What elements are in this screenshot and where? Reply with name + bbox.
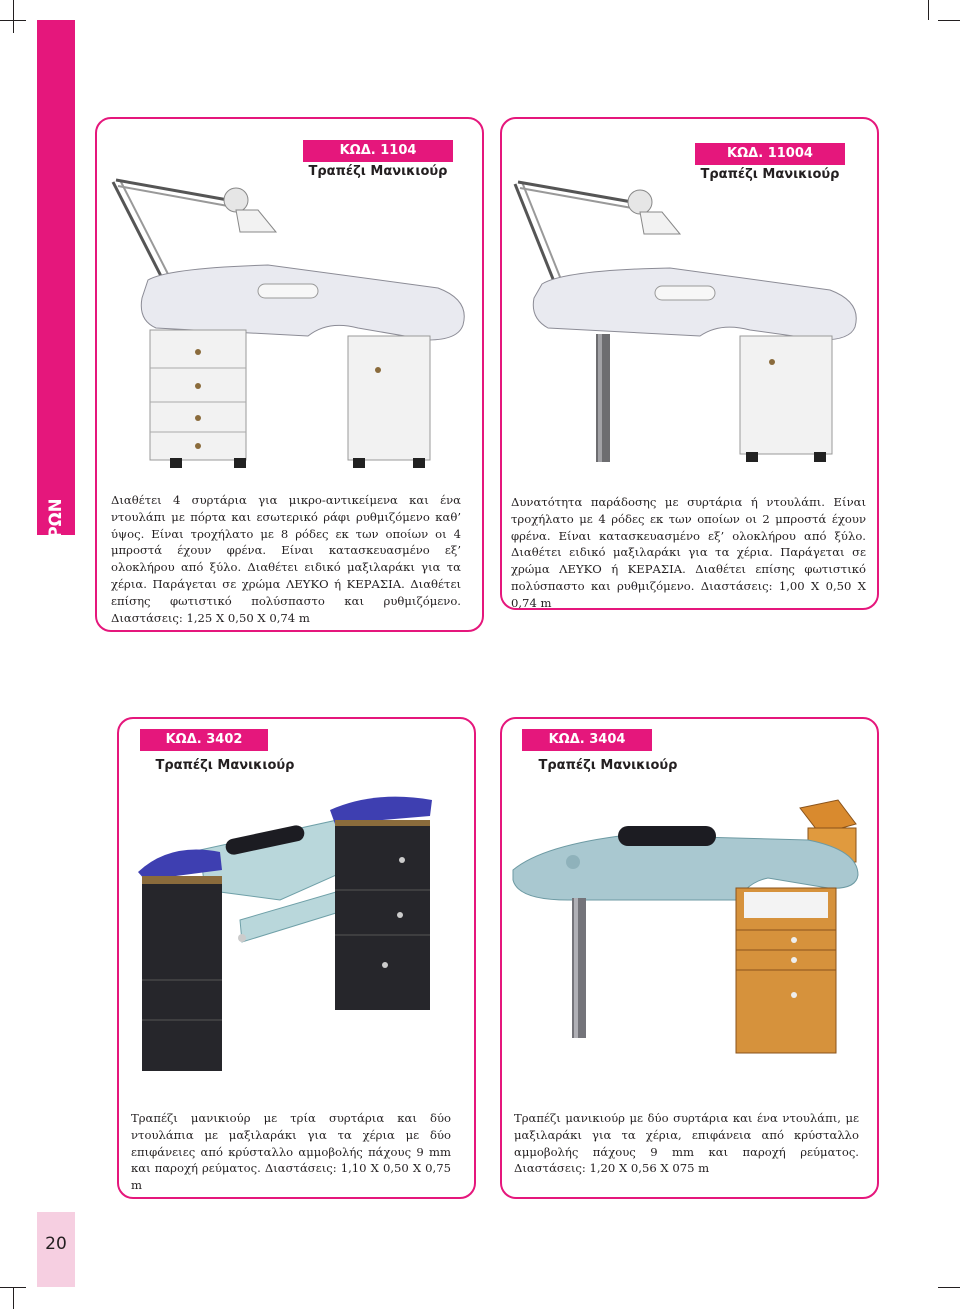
- product-photo: [108, 170, 473, 475]
- product-photo: [508, 790, 868, 1060]
- product-code-badge: ΚΩΔ. 3402: [140, 729, 268, 751]
- crop-mark: [938, 1287, 960, 1288]
- crop-mark: [0, 1287, 26, 1288]
- product-description: Τραπέζι μανικιούρ με δύο συρτάρια και ένα ντουλάπι, με μαξιλαράκι για τα χέρια, επιφάνεια από κρύσταλλο αμμοβολής πάχους 9 mm και παροχή ρεύματος. Διαστάσεις: 1,20 Χ 0,56 Χ 075 m: [514, 1111, 859, 1176]
- crop-mark: [938, 20, 960, 21]
- product-code-badge: ΚΩΔ. 1104: [303, 140, 453, 162]
- product-description: Διαθέτει 4 συρτάρια για μικρο-αντικείμενα και ένα ντουλάπι με πόρτα και εσωτερικό ράφι ρυθμιζόμενο καθ’ ύψος. Είναι τροχήλατο με 8 ρόδες εκ των οποίων οι 4 μπροστά έχουν φρένα. Είναι κατασκευασμένο εξ’ ολοκλήρου από ξύλο. Διαθέτει ειδικό μαξιλαράκι για τα χέρια. Παράγεται σε χρώμα ΛΕΥΚΟ ή ΚΕΡΑΣΙΑ. Διαθέτει επίσης φωτιστικό πολύσπαστο και ρυθμιζόμενο. Διαστάσεις: 1,25 Χ 0,50 Χ 0,74 m: [111, 493, 461, 625]
- crop-mark: [13, 0, 14, 33]
- crop-mark: [928, 0, 929, 20]
- crop-mark: [0, 20, 26, 21]
- desk-lamp-icon: [113, 180, 276, 280]
- crop-mark: [13, 1288, 14, 1309]
- product-title: Τραπέζι Μανικιούρ: [538, 758, 678, 773]
- product-title: Τραπέζι Μανικιούρ: [308, 164, 448, 179]
- category-title: ΜΑΝΙΚΙΟΥΡ - ΠΕΝΤΙΚΙΟΥΡ & ΕΙΔΗ ΠΕΡΙΠΟΙΗΣΗΣ ΑΚΡΩΝ: [46, 498, 65, 1011]
- product-title: Τραπέζι Μανικιούρ: [155, 758, 295, 773]
- page-number-box: [37, 1212, 75, 1287]
- page-number: 20: [45, 1234, 67, 1254]
- product-photo: [510, 172, 865, 472]
- product-code-badge: ΚΩΔ. 3404: [522, 729, 652, 751]
- product-description: Δυνατότητα παράδοσης με συρτάρια ή ντουλάπι. Είναι τροχήλατο με 4 ρόδες εκ των οποίων οι 2 μπροστά έχουν φρένα. Είναι κατασκευασμένο εξ’ ολοκλήρου από ξύλο. Διαθέτει ειδικό μαξιλαράκι για τα χέρια. Παράγεται σε χρώμα ΛΕΥΚΟ ή ΚΕΡΑΣΙΑ. Διαθέτει επίσης φωτιστικό πολύσπαστο και ρυθμιζόμενο. Διαστάσεις: 1,00 Χ 0,50 Χ 0,74 m: [511, 495, 866, 610]
- category-sidebar: [37, 20, 75, 1011]
- product-description: Τραπέζι μανικιούρ με τρία συρτάρια και δύο ντουλάπια με μαξιλαράκι για τα χέρια με δύο επιφάνειες από κρύσταλλο αμμοβολής πάχους 9 mm και παροχή ρεύματος. Διαστάσεις: 1,10 Χ 0,50 Χ 0,75 m: [131, 1111, 451, 1193]
- product-code-badge: ΚΩΔ. 11004: [695, 143, 845, 165]
- product-photo: [130, 790, 465, 1085]
- product-title: Τραπέζι Μανικιούρ: [700, 167, 840, 182]
